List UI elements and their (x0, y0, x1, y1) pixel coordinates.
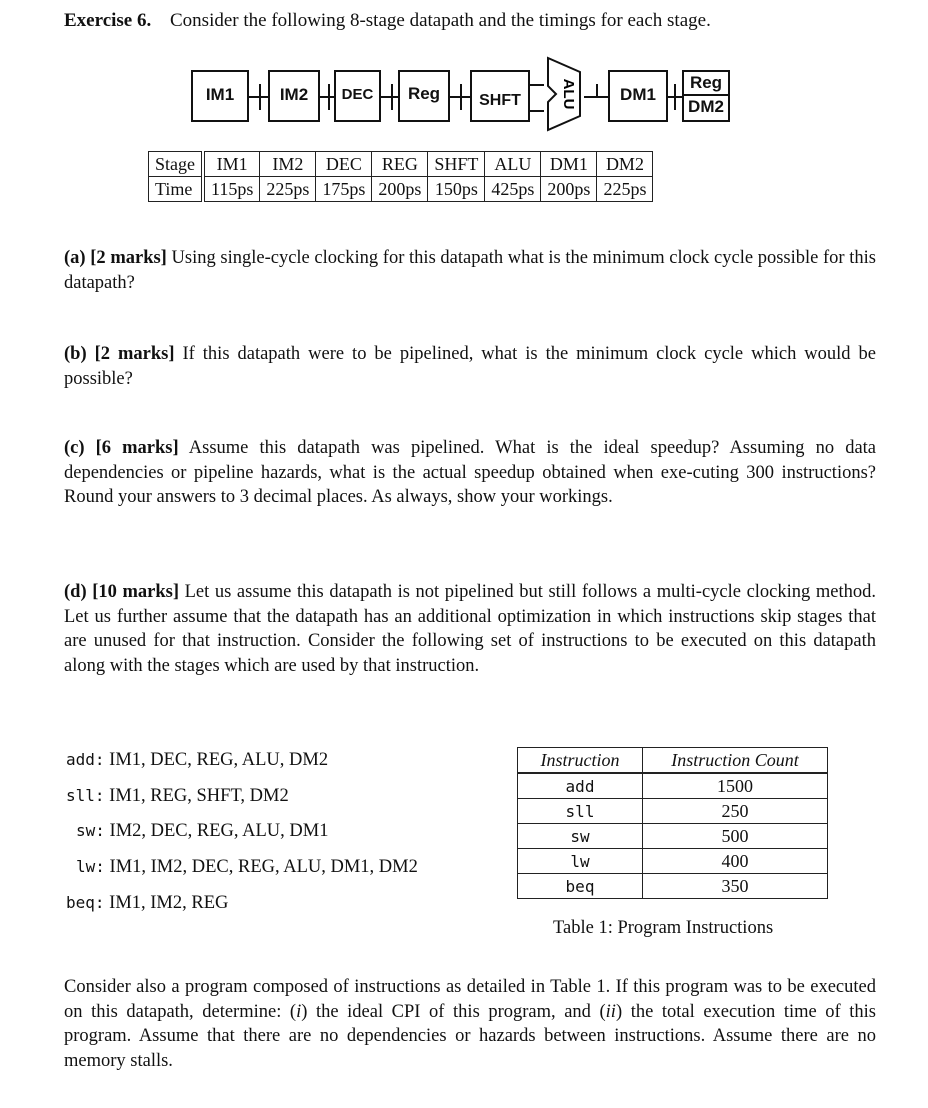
alu-label: ALU (560, 78, 577, 110)
closing-paragraph: Consider also a program composed of instructions as detailed in Table 1. If this program was to be executed on this datapath, determine: (i) the ideal CPI of this program, and (ii) the total execution time of this program. Assume that there are no dependencies or hazards between instructions. Assume there are no memory stalls. (64, 977, 876, 1071)
stage-im1: IM1 (191, 70, 249, 122)
timing-time-row: Time 115ps 225ps 175ps 200ps 150ps 425ps 200ps 225ps (149, 177, 653, 202)
table-row: lw 400 (518, 849, 828, 874)
alu-symbol (544, 56, 584, 132)
exercise-label: Exercise 6. (64, 10, 152, 31)
stage-dm1: DM1 (608, 70, 668, 122)
stage-reg-dm2: Reg DM2 (682, 70, 730, 122)
question-c: (c) [6 marks] Assume this datapath was pipelined. What is the ideal speedup? Assuming no data dependencies or pipeline hazards, what is the actual speedup obtained when exe-cuting 300 instructions? Round your answers to 3 decimal places. As always, show your workings. (64, 438, 877, 507)
list-item: sll: IM1, REG, SHFT, DM2 (66, 786, 289, 806)
stage-shft: SHFT (470, 70, 530, 122)
datapath-diagram (0, 0, 928, 140)
stage-timing-table (148, 151, 653, 202)
exercise-intro: Consider the following 8-stage datapath and the timings for each stage. (170, 10, 711, 31)
list-item: beq: IM1, IM2, REG (66, 893, 229, 913)
question-a: (a) [2 marks] Using single-cycle clocking for this datapath what is the minimum clock cycle possible for this datapath? (64, 248, 876, 293)
table-row: beq 350 (518, 874, 828, 899)
program-instructions-table (517, 747, 828, 899)
table-row: add 1500 (518, 773, 828, 799)
question-b: (b) [2 marks] If this datapath were to be pipelined, what is the minimum clock cycle which would be possible? (64, 344, 876, 389)
table-header-row: Instruction Instruction Count (518, 748, 828, 774)
list-item: add: IM1, DEC, REG, ALU, DM2 (66, 750, 329, 770)
stage-reg: Reg (398, 70, 450, 122)
question-d: (d) [10 marks] Let us assume this datapath is not pipelined but still follows a multi-cycle clocking method. Let us further assume that the datapath has an additional optimization in which instructions skip stages that are unused for that instruction. Consider the following set of instructions to be executed on this datapath along with the stages which are used by that instruction. (64, 582, 876, 676)
table-caption: Table 1: Program Instructions (553, 918, 774, 938)
stage-im2: IM2 (268, 70, 320, 122)
table-row: sll 250 (518, 799, 828, 824)
list-item: sw: IM2, DEC, REG, ALU, DM1 (76, 821, 329, 841)
stage-dec: DEC (334, 70, 381, 122)
list-item: lw: IM1, IM2, DEC, REG, ALU, DM1, DM2 (76, 857, 418, 877)
table-row: sw 500 (518, 824, 828, 849)
timing-stage-row: Stage IM1 IM2 DEC REG SHFT ALU DM1 DM2 (149, 152, 653, 177)
